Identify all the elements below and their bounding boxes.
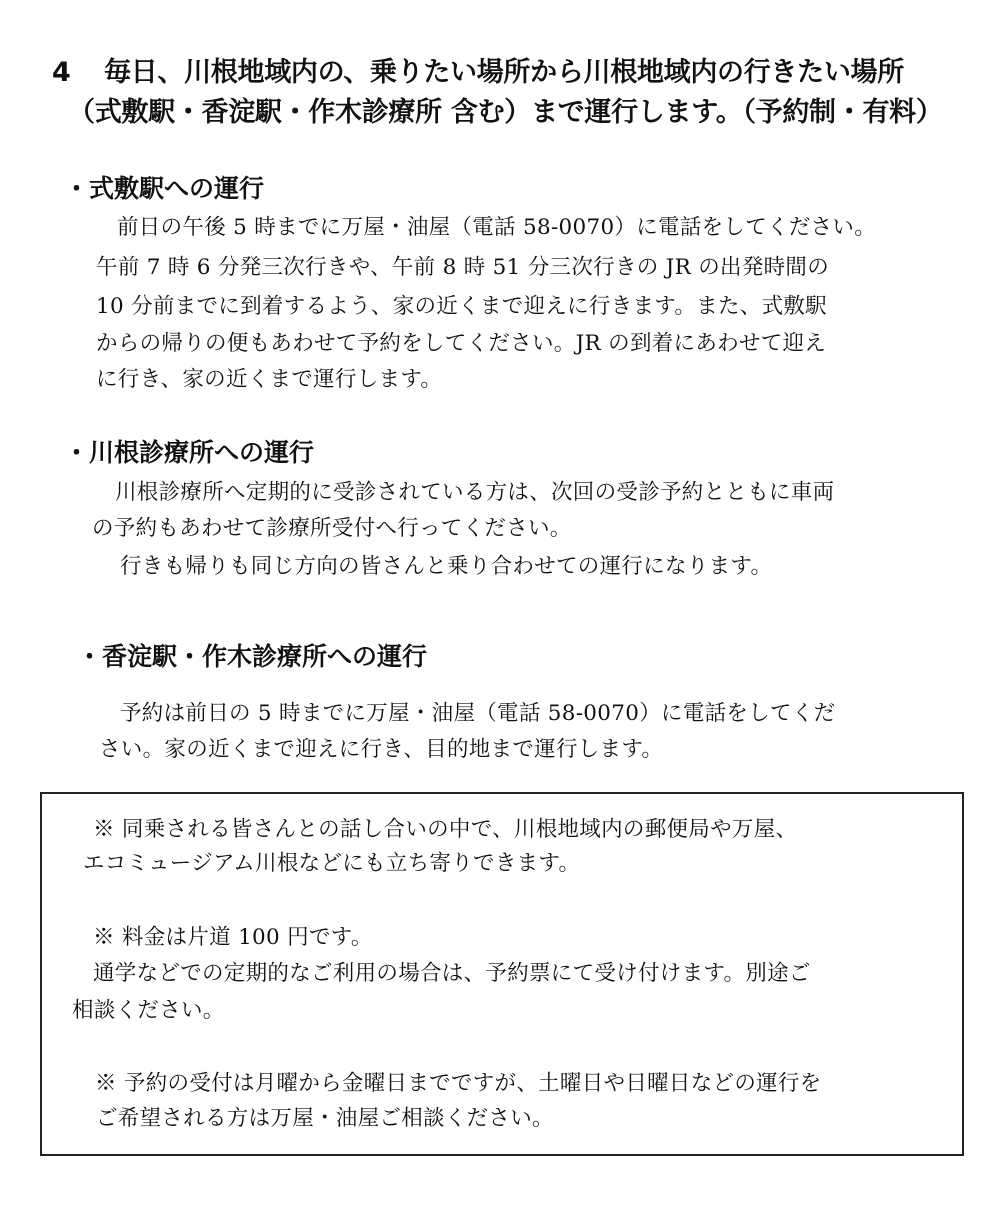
note2-line-3: 相談ください。 — [72, 998, 225, 1023]
shikijiki-line-2: 午前 7 時 6 分発三次行きや、午前 8 時 51 分三次行きの JR の出発時間の — [96, 255, 830, 280]
shikijiki-line-4: からの帰りの便もあわせて予約をしてください。JR の到着にあわせて迎え — [96, 331, 827, 356]
section-number: 4 — [52, 57, 71, 88]
clinic-line-3: 行きも帰りも同じ方向の皆さんと乗り合わせての運行になります。 — [120, 554, 773, 579]
koyodo-heading: ・香淀駅・作木診療所への運行 — [77, 642, 428, 671]
koyodo-line-2: さい。家の近くまで迎えに行き、目的地まで運行します。 — [99, 737, 664, 762]
note3-line-2: ご希望される方は万屋・油屋ご相談ください。 — [96, 1106, 554, 1131]
shikijiki-line-1: 前日の午後 5 時までに万屋・油屋（電話 58-0070）に電話をしてください。 — [117, 215, 877, 240]
note2-line-2: 通学などでの定期的なご利用の場合は、予約票にて受け付けます。別途ご — [93, 961, 811, 986]
note1-line-2: エコミュージアム川根などにも立ち寄りできます。 — [83, 851, 581, 876]
clinic-line-1: 川根診療所へ定期的に受診されている方は、次回の受診予約とともに車両 — [115, 480, 835, 505]
shikijiki-line-5: に行き、家の近くまで運行します。 — [96, 367, 443, 392]
section-title-line2: （式敷駅・香淀駅・作木診療所 含む）まで運行します。（予約制・有料） — [68, 97, 943, 128]
shikijiki-heading: ・式敷駅への運行 — [64, 174, 265, 203]
shikijiki-line-3: 10 分前までに到着するよう、家の近くまで迎えに行きます。また、式敷駅 — [96, 294, 827, 319]
section-title-line1: 毎日、川根地域内の、乗りたい場所から川根地域内の行きたい場所 — [104, 57, 904, 88]
clinic-heading: ・川根診療所への運行 — [64, 438, 315, 467]
note3-line-1: ※ 予約の受付は月曜から金曜日までですが、土曜日や日曜日などの運行を — [95, 1071, 822, 1096]
koyodo-line-1: 予約は前日の 5 時までに万屋・油屋（電話 58-0070）に電話をしてくだ — [120, 701, 836, 726]
note2-line-1: ※ 料金は片道 100 円です。 — [93, 925, 373, 950]
note1-line-1: ※ 同乗される皆さんとの話し合いの中で、川根地域内の郵便局や万屋、 — [93, 817, 798, 842]
clinic-line-2: の予約もあわせて診療所受付へ行ってください。 — [92, 516, 572, 541]
